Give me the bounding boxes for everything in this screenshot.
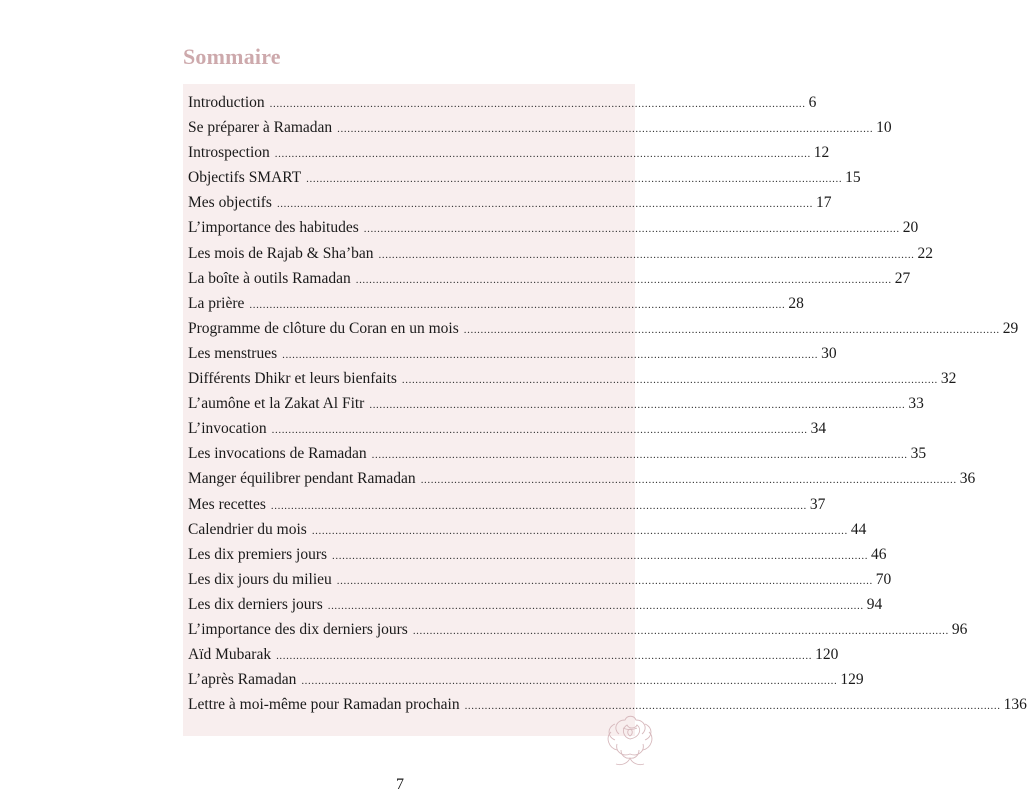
toc-entry-page: 120	[815, 646, 839, 664]
toc-entry	[188, 646, 839, 671]
dot-leader: ................................................................................................................................................................	[274, 148, 811, 161]
toc-entry-title: Objectifs SMART	[188, 169, 302, 187]
toc-entry	[188, 269, 911, 295]
toc-entry-title: Calendrier du mois	[188, 520, 307, 538]
toc-entry-page: 15	[845, 169, 861, 187]
dot-leader: ................................................................................................................................................................	[301, 675, 838, 688]
dot-leader: ................................................................................................................................................................	[363, 223, 900, 236]
dot-leader: ................................................................................................................................................................	[337, 123, 874, 136]
dot-leader: ................................................................................................................................................................	[369, 399, 906, 412]
toc-entry-title: La boîte à outils Ramadan	[188, 269, 351, 287]
toc-entry-title: Introspection	[188, 144, 270, 162]
toc-entry-title: Lettre à moi-même pour Ramadan prochain	[188, 696, 460, 714]
dot-leader: ................................................................................................................................................................	[306, 173, 843, 186]
toc-entry	[188, 144, 830, 169]
dot-leader: ................................................................................................................................................................	[311, 524, 848, 537]
toc-entry-title: Les dix premiers jours	[188, 545, 328, 563]
toc-entry-title: L’aumône et la Zakat Al Fitr	[188, 395, 365, 413]
dot-leader: ................................................................................................................................................................	[355, 273, 892, 286]
toc-entry	[188, 319, 1019, 345]
page-number: 7	[396, 776, 404, 793]
toc-entry	[188, 470, 976, 495]
toc-entry	[188, 194, 832, 219]
toc-entry	[188, 219, 919, 244]
toc-entry-page: 10	[876, 119, 892, 137]
dot-leader: ................................................................................................................................................................	[327, 599, 864, 612]
toc-entry-page: 33	[908, 395, 924, 413]
toc-entry-page: 70	[875, 570, 892, 588]
toc-entry-page: 129	[840, 671, 864, 689]
toc-entry-page: 94	[866, 595, 883, 613]
dot-leader: ................................................................................................................................................................	[401, 374, 938, 387]
toc-entry	[188, 620, 968, 646]
toc-entry-page: 37	[809, 495, 826, 513]
toc-entry-title: Programme de clôture du Coran en un mois	[188, 319, 459, 337]
dot-leader: ................................................................................................................................................................	[270, 499, 807, 512]
toc-entry-title: Se préparer à Ramadan	[188, 119, 333, 137]
toc-entry-title: Introduction	[188, 94, 265, 111]
toc-entry-page: 6	[808, 94, 817, 111]
toc-entry-title: Les invocations de Ramadan	[188, 445, 367, 463]
toc-entry	[188, 244, 934, 270]
toc-entry-page: 29	[1002, 319, 1019, 337]
toc-entry-title: Aïd Mubarak	[188, 646, 272, 664]
toc-entry-title: Mes recettes	[188, 495, 266, 513]
toc-entry-page: 32	[940, 370, 957, 388]
toc-entry	[188, 420, 827, 445]
flower-icon	[597, 706, 663, 772]
dot-leader: ................................................................................................................................................................	[282, 348, 819, 361]
toc-entry	[188, 294, 804, 320]
toc-entry-title: Les dix derniers jours	[188, 595, 323, 613]
toc-entry-page: 34	[810, 420, 827, 438]
dot-leader: ................................................................................................................................................................	[271, 424, 808, 437]
dot-leader: ................................................................................................................................................................	[378, 248, 915, 261]
toc-entry-title: Manger équilibrer pendant Ramadan	[188, 470, 416, 488]
dot-leader: ................................................................................................................................................................	[336, 574, 873, 587]
toc-entry-page: 46	[871, 545, 887, 563]
toc-entry-title: Différents Dhikr et leurs bienfaits	[188, 370, 397, 388]
page-title: Sommaire	[183, 44, 281, 69]
toc-entry	[188, 570, 892, 596]
dot-leader: ................................................................................................................................................................	[371, 449, 908, 462]
toc-entry	[188, 696, 1027, 721]
toc-entry-title: La prière	[188, 294, 245, 312]
toc-entry	[188, 545, 887, 571]
toc-entry-title: L’importance des dix derniers jours	[188, 620, 408, 638]
toc-entry	[188, 671, 864, 696]
toc-entry-page: 27	[894, 269, 911, 287]
toc-entry-title: Mes objectifs	[188, 194, 272, 212]
toc-entry	[188, 370, 957, 395]
dot-leader: ................................................................................................................................................................	[463, 323, 1000, 336]
toc-entry-page: 28	[788, 294, 804, 312]
dot-leader: ................................................................................................................................................................	[332, 549, 869, 562]
toc-entry-page: 17	[815, 194, 832, 212]
toc-entry	[188, 395, 924, 420]
toc-entry-title: Les mois de Rajab & Sha’ban	[188, 244, 374, 262]
dot-leader: ................................................................................................................................................................	[464, 700, 1001, 713]
toc-entry-page: 30	[821, 344, 837, 362]
toc-entry	[188, 169, 861, 194]
toc-entry	[188, 344, 837, 370]
toc-entry-page: 20	[902, 219, 919, 237]
toc-entry-title: L’importance des habitudes	[188, 219, 359, 237]
dot-leader: ................................................................................................................................................................	[276, 650, 813, 663]
dot-leader: ................................................................................................................................................................	[276, 198, 813, 211]
toc-entry	[188, 94, 817, 119]
toc-entry-title: Les dix jours du milieu	[188, 570, 332, 588]
toc-entry-page: 96	[951, 620, 968, 638]
dot-leader: ................................................................................................................................................................	[412, 624, 949, 637]
toc-entry-title: Les menstrues	[188, 344, 278, 362]
toc-entry-page: 22	[917, 244, 934, 262]
toc-entry-title: L’invocation	[188, 420, 267, 438]
dot-leader: ................................................................................................................................................................	[269, 98, 806, 110]
toc-entry-page: 36	[959, 470, 976, 488]
toc-entry	[188, 445, 927, 470]
toc-entry-page: 12	[813, 144, 830, 162]
toc-entry-title: L’après Ramadan	[188, 671, 297, 689]
toc-entry	[188, 495, 826, 521]
toc-list	[188, 94, 1027, 721]
toc-entry	[188, 119, 892, 144]
dot-leader: ................................................................................................................................................................	[249, 298, 786, 311]
table-of-contents	[183, 84, 1027, 736]
toc-entry-page: 136	[1003, 696, 1027, 714]
dot-leader: ................................................................................................................................................................	[420, 474, 957, 487]
toc-entry-page: 44	[850, 520, 867, 538]
toc-entry	[188, 520, 867, 546]
toc-entry	[188, 595, 883, 621]
toc-entry-page: 35	[910, 445, 927, 463]
